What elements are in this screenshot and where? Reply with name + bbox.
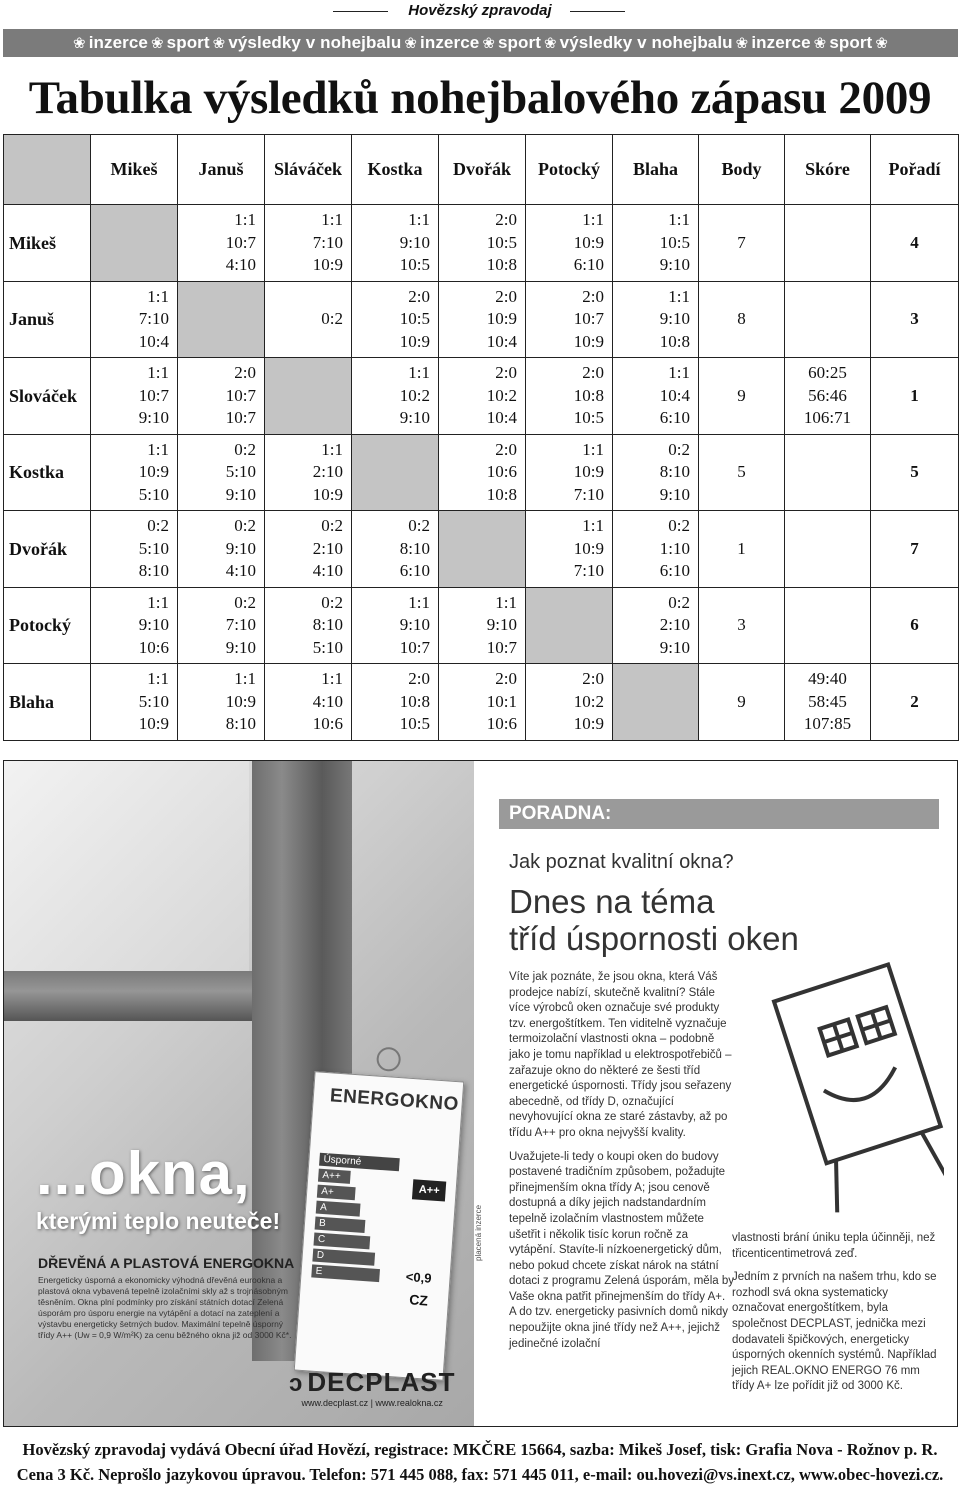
set-score: 10:7 [399, 637, 430, 657]
energy-class-bars [311, 1153, 400, 1286]
set-score: 10:9 [312, 255, 343, 274]
paid-ad-note: placená inzerce [474, 1204, 483, 1261]
match-score: 1:1 [321, 669, 343, 688]
table-corner [4, 135, 91, 205]
table-row [4, 281, 959, 358]
set-score: 10:2 [486, 385, 517, 405]
energy-class-bar: Úsporné [319, 1153, 400, 1172]
energy-label [294, 1071, 465, 1381]
match-score: 0:2 [147, 516, 169, 535]
points-cell: 1 [699, 511, 785, 588]
category-banner [3, 29, 958, 57]
match-score: 1:1 [408, 592, 430, 612]
row-player-name: Blaha [4, 664, 91, 741]
points-cell: 5 [699, 434, 785, 511]
score-cell [785, 587, 871, 664]
set-score: 8:10 [399, 538, 430, 558]
column-header: Pořadí [871, 135, 959, 205]
set-score: 9:10 [399, 615, 430, 634]
rank-cell: 6 [871, 587, 959, 664]
set-score: 9:10 [659, 309, 690, 328]
set-score: 10:5 [399, 255, 430, 274]
energy-class-bar: B [315, 1217, 366, 1233]
match-result-cell [352, 281, 439, 358]
match-result-cell [526, 434, 613, 511]
set-score: 10:2 [573, 691, 604, 711]
set-score: 2:10 [312, 538, 343, 558]
self-match-cell [526, 587, 613, 664]
set-score: 4:10 [225, 255, 256, 274]
set-score: 9:10 [486, 615, 517, 634]
set-score: 7:10 [573, 561, 604, 580]
match-result-cell [526, 205, 613, 282]
score-cell [785, 281, 871, 358]
set-score: 10:7 [225, 232, 256, 252]
set-score: 5:10 [312, 637, 343, 657]
column-header: Skóre [785, 135, 871, 205]
set-score: 10:9 [138, 462, 169, 481]
set-score: 10:4 [486, 331, 517, 351]
flower-icon: ❀ [813, 35, 827, 52]
match-score: 0:2 [234, 439, 256, 459]
match-score: 1:1 [147, 592, 169, 612]
match-score: 1:1 [147, 669, 169, 688]
column-header: Januš [178, 135, 265, 205]
set-score: 7:10 [312, 232, 343, 252]
set-score: 10:7 [486, 637, 517, 657]
match-result-cell [91, 281, 178, 358]
ad-slogan-main: ...okna, [36, 1140, 251, 1207]
match-score: 0:2 [321, 592, 343, 612]
match-score: 0:2 [321, 516, 343, 535]
poradna-paragraph: Jedním z prvních na našem trhu, kdo se rozhodl svá okna systematicky označovat energoštítkem, byla společnost DECPLAST, jednička mezi dodavateli špičkových, energeticky úsporných okenních systémů. Například jejich REAL.OKNO ENERGO 76 mm třídy A+ lze pořídit již od 3000 Kč. [732, 1271, 937, 1393]
match-score: 1:1 [234, 669, 256, 688]
footer-line-1: Hovězský zpravodaj vydává Obecní úřad Hovězí, registrace: MKČRE 15664, sazba: Mikeš Josef, tisk: Grafia Nova - Rožnov p. R. [22, 1440, 938, 1459]
energy-label-brand: ENERGOKNO [329, 1085, 460, 1116]
energy-label-value: <0,9 [405, 1269, 433, 1286]
match-result-cell [91, 664, 178, 741]
match-score: 1:1 [495, 592, 517, 612]
column-header: Sláváček [265, 135, 352, 205]
window-glass [4, 761, 249, 971]
decplast-logo [289, 1367, 455, 1408]
banner-item: inzerce [751, 33, 811, 52]
ad-product-title: DŘEVĚNÁ A PLASTOVÁ ENERGOKNA [38, 1255, 295, 1271]
match-score: 1:1 [321, 439, 343, 459]
set-score: 10:5 [399, 714, 430, 733]
banner-item: sport [497, 33, 541, 52]
set-score: 10:6 [486, 714, 517, 733]
points-cell: 7 [699, 205, 785, 282]
set-score: 10:7 [225, 408, 256, 427]
publication-title: Hovězský zpravodaj [408, 2, 552, 19]
set-score: 5:10 [138, 484, 169, 504]
match-result-cell [178, 664, 265, 741]
row-player-name: Kostka [4, 434, 91, 511]
self-match-cell [265, 358, 352, 435]
column-header: Mikeš [91, 135, 178, 205]
set-score: 1:10 [659, 538, 690, 558]
match-result-cell [439, 587, 526, 664]
set-score: 2:10 [312, 462, 343, 481]
set-score: 6:10 [399, 561, 430, 580]
banner-item: inzerce [420, 33, 480, 52]
set-score: 7:10 [225, 615, 256, 634]
match-result-cell [265, 664, 352, 741]
rank-cell: 7 [871, 511, 959, 588]
match-score: 0:2 [668, 516, 690, 535]
match-result-cell [526, 664, 613, 741]
match-score: 2:0 [495, 363, 517, 382]
set-score: 10:8 [399, 691, 430, 711]
match-score: 1:1 [234, 210, 256, 229]
match-score: 1:1 [408, 363, 430, 382]
match-score: 2:0 [495, 439, 517, 459]
set-score: 9:10 [659, 637, 690, 657]
set-score: 8:10 [659, 462, 690, 481]
match-result-cell [265, 511, 352, 588]
set-score: 10:9 [399, 331, 430, 351]
match-score: 2:0 [408, 669, 430, 688]
table-row [4, 205, 959, 282]
ad-slogan-sub: kterými teplo neuteče! [36, 1208, 281, 1234]
poradna-header: PORADNA: [499, 799, 939, 829]
table-row [4, 358, 959, 435]
set-score: 10:9 [573, 232, 604, 252]
flower-icon: ❀ [150, 35, 164, 52]
decplast-web: www.decplast.cz | www.realokna.cz [301, 1398, 443, 1408]
set-score: 10:9 [573, 331, 604, 351]
rank-cell: 3 [871, 281, 959, 358]
set-score: 10:4 [486, 408, 517, 427]
set-score: 10:2 [399, 385, 430, 405]
self-match-cell [439, 511, 526, 588]
row-player-name: Slováček [4, 358, 91, 435]
set-score: 10:9 [225, 691, 256, 711]
self-match-cell [613, 664, 699, 741]
table-header-row [4, 135, 959, 205]
advertisement [3, 760, 958, 1427]
score-value: 107:85 [803, 714, 852, 733]
match-score: 1:1 [668, 363, 690, 382]
match-result-cell [91, 511, 178, 588]
energy-class-badge: A++ [412, 1179, 446, 1201]
set-score: 4:10 [312, 561, 343, 580]
set-score: 4:10 [225, 561, 256, 580]
poradna-paragraph: Víte jak poznáte, že jsou okna, která Váš prodejce nabízí, skutečně kvalitní? Stále více výrobců oken označuje své produkty tzv. energoštítkem. Ten viditelně vyznačuje termoizolační vlastnosti okna – podobně jako je tomu například u elektrospotřebičů – zařazuje okno do některé ze šesti tříd energetické úspornosti. Třídy jsou seřazeny abecedně, od třídy D, označující nevyhovující okna ze staré zástavby, až po třídu A++ pro okna nejvyšší kvality. [509, 971, 732, 1139]
set-score: 8:10 [225, 714, 256, 733]
match-result-cell [91, 587, 178, 664]
column-header: Potocký [526, 135, 613, 205]
energy-class-bar: D [312, 1248, 375, 1265]
score-value: 58:45 [808, 691, 847, 711]
set-score: 7:10 [573, 484, 604, 504]
match-result-cell [439, 281, 526, 358]
row-player-name: Potocký [4, 587, 91, 664]
match-score: 1:1 [147, 363, 169, 382]
match-result-cell [91, 434, 178, 511]
set-score: 9:10 [138, 408, 169, 427]
energy-label-country: CZ [408, 1291, 429, 1309]
set-score: 9:10 [225, 538, 256, 558]
match-score: 2:0 [495, 286, 517, 306]
match-score: 1:1 [321, 210, 343, 229]
score-cell [785, 434, 871, 511]
match-result-cell [613, 205, 699, 282]
score-value: 60:25 [808, 363, 847, 382]
set-score: 10:1 [486, 691, 517, 711]
column-header: Body [699, 135, 785, 205]
match-result-cell [91, 358, 178, 435]
flower-icon: ❀ [735, 35, 749, 52]
match-result-cell [613, 511, 699, 588]
rank-cell: 2 [871, 664, 959, 741]
flower-icon: ❀ [212, 35, 226, 52]
flower-icon: ❀ [404, 35, 418, 52]
score-cell [785, 511, 871, 588]
points-cell: 9 [699, 664, 785, 741]
set-score: 9:10 [399, 232, 430, 252]
set-score: 10:5 [399, 309, 430, 328]
match-result-cell [352, 511, 439, 588]
match-score: 2:0 [495, 669, 517, 688]
match-score: 1:1 [668, 210, 690, 229]
match-score: 1:1 [147, 286, 169, 306]
set-score: 9:10 [399, 408, 430, 427]
match-result-cell [352, 587, 439, 664]
set-score: 5:10 [138, 691, 169, 711]
energy-class-bar: A [316, 1201, 361, 1217]
set-score: 8:10 [138, 561, 169, 580]
poradna-paragraph: Uvažujete-li tedy o koupi oken do budovy postavené tradičním způsobem, požadujte přinejmenším okna třídy A; jsou cenově dostupná a díky jejich nadstandardním tepelně izolačním vlastnostem můžete ušetřit i několik tisíc korun ročně za vytápění. Stavíte-li nízkoenergetický dům, nebo pokud chcete získat nárok na státní dotaci z programu Zelená úsporám, měla by Vaše okna patřit přinejmenším do třídy A+. A do tzv. energeticky pasivních domů nikdy nepoužijte okna jiné třídy než A++, jejichž jedinečné izolační [509, 1150, 734, 1350]
match-result-cell [265, 205, 352, 282]
poradna-question: Jak poznat kvalitní okna? [509, 851, 734, 873]
set-score: 10:9 [486, 309, 517, 328]
set-score: 10:5 [659, 232, 690, 252]
set-score: 10:8 [573, 385, 604, 405]
match-score: 1:1 [582, 439, 604, 459]
energy-class-bar: A++ [318, 1169, 351, 1184]
points-cell: 9 [699, 358, 785, 435]
self-match-cell [178, 281, 265, 358]
match-result-cell [526, 281, 613, 358]
table-row [4, 434, 959, 511]
poradna-theme-line1: Dnes na téma [509, 883, 715, 920]
match-score: 1:1 [408, 210, 430, 229]
match-result-cell [178, 205, 265, 282]
match-score: 2:0 [234, 363, 256, 382]
set-score: 6:10 [659, 408, 690, 427]
column-header: Blaha [613, 135, 699, 205]
points-cell: 3 [699, 587, 785, 664]
set-score: 10:8 [659, 331, 690, 351]
match-score: 1:1 [582, 516, 604, 535]
match-result-cell [439, 434, 526, 511]
publication-header [0, 0, 960, 24]
set-score: 10:7 [138, 385, 169, 405]
match-result-cell [178, 511, 265, 588]
set-score: 5:10 [138, 538, 169, 558]
match-score: 2:0 [582, 363, 604, 382]
match-score: 0:2 [321, 309, 343, 328]
set-score: 10:9 [138, 714, 169, 733]
score-cell [785, 358, 871, 435]
set-score: 10:6 [486, 462, 517, 481]
match-result-cell [439, 205, 526, 282]
set-score: 10:8 [486, 484, 517, 504]
match-score: 0:2 [408, 516, 430, 535]
match-score: 0:2 [668, 592, 690, 612]
set-score: 10:8 [486, 255, 517, 274]
set-score: 4:10 [312, 691, 343, 711]
match-result-cell [178, 587, 265, 664]
banner-item: inzerce [88, 33, 148, 52]
match-score: 2:0 [582, 286, 604, 306]
results-table [3, 134, 959, 741]
set-score: 7:10 [138, 309, 169, 328]
match-score: 0:2 [668, 439, 690, 459]
flower-icon: ❀ [543, 35, 557, 52]
set-score: 9:10 [225, 637, 256, 657]
rank-cell: 5 [871, 434, 959, 511]
set-score: 9:10 [225, 484, 256, 504]
table-row [4, 511, 959, 588]
set-score: 10:5 [573, 408, 604, 427]
points-cell: 8 [699, 281, 785, 358]
row-player-name: Mikeš [4, 205, 91, 282]
match-result-cell [352, 205, 439, 282]
match-score: 1:1 [147, 439, 169, 459]
set-score: 10:7 [225, 385, 256, 405]
match-score: 1:1 [668, 286, 690, 306]
set-score: 10:6 [138, 637, 169, 657]
rank-cell: 4 [871, 205, 959, 282]
ad-slogan [36, 1141, 280, 1235]
match-result-cell [526, 511, 613, 588]
ad-product-text: Energeticky úsporná a ekonomicky výhodná dřevěná eurookna a plastová okna vybavená tepelně izolačními skly až s trojnásobným těsněním. Okna plní podmínky pro získání státních dotací Zelená úsporám pro úsporu energie na vytápění a dotací na zateplení a výstavbu energeticky šetrných budov. Maximální tepelně úsporný třídy A++ (Uw = 0,9 W/m²K) za cenu běžného okna již od 3000 Kč*. [38, 1275, 292, 1340]
energy-class-bar: C [313, 1233, 370, 1250]
banner-item: sport [166, 33, 210, 52]
match-result-cell [613, 358, 699, 435]
match-score: 1:1 [582, 210, 604, 229]
footer [0, 1437, 960, 1487]
match-result-cell [178, 358, 265, 435]
score-value: 106:71 [803, 408, 852, 427]
set-score: 10:9 [312, 484, 343, 504]
set-score: 10:6 [312, 714, 343, 733]
header-rule-left [333, 11, 388, 12]
match-score: 2:0 [582, 669, 604, 688]
match-result-cell [613, 434, 699, 511]
match-result-cell [613, 587, 699, 664]
banner-item: výsledky v nohejbalu [228, 33, 402, 52]
set-score: 10:7 [573, 309, 604, 328]
header-rule-right [570, 11, 625, 12]
score-value: 49:40 [808, 669, 847, 688]
score-cell [785, 205, 871, 282]
set-score: 10:4 [659, 385, 690, 405]
match-result-cell [439, 664, 526, 741]
match-result-cell [265, 281, 352, 358]
match-score: 0:2 [234, 516, 256, 535]
row-player-name: Januš [4, 281, 91, 358]
page-title: Tabulka výsledků nohejbalového zápasu 2009 [28, 72, 932, 124]
energy-class-bar: A+ [317, 1185, 356, 1201]
match-result-cell [178, 434, 265, 511]
table-row [4, 587, 959, 664]
energy-class-bar: E [311, 1264, 380, 1282]
set-score: 5:10 [225, 462, 256, 481]
decplast-logo-icon: ↄ [289, 1370, 304, 1397]
table-row [4, 664, 959, 741]
set-score: 6:10 [659, 561, 690, 580]
poradna-paragraph: vlastnosti brání úniku tepla účinněji, než třicenticentimetrová zeď. [732, 1232, 936, 1260]
set-score: 10:9 [573, 462, 604, 481]
match-result-cell [265, 587, 352, 664]
poradna-text-column-1 [509, 970, 734, 1360]
column-header: Kostka [352, 135, 439, 205]
footer-line-2: Cena 3 Kč. Neprošlo jazykovou úpravou. Telefon: 571 445 088, fax: 571 445 011, e-mail: ou.hovezi@vs.inext.cz, www.obec-hovezi.cz. [16, 1465, 944, 1484]
score-cell [785, 664, 871, 741]
row-player-name: Dvořák [4, 511, 91, 588]
flower-icon: ❀ [482, 35, 495, 52]
set-score: 2:10 [659, 615, 690, 634]
set-score: 10:9 [573, 714, 604, 733]
set-score: 10:5 [486, 232, 517, 252]
match-score: 0:2 [234, 592, 256, 612]
banner-item: sport [829, 33, 873, 52]
rank-cell: 1 [871, 358, 959, 435]
match-result-cell [352, 358, 439, 435]
flower-icon: ❀ [73, 35, 86, 52]
set-score: 10:9 [573, 538, 604, 558]
poradna-text-column-2 [732, 1231, 942, 1403]
match-result-cell [352, 664, 439, 741]
match-result-cell [265, 434, 352, 511]
set-score: 9:10 [138, 615, 169, 634]
set-score: 6:10 [573, 255, 604, 274]
score-value: 56:46 [808, 385, 847, 405]
flower-icon: ❀ [875, 35, 888, 52]
decplast-name: DECPLAST [307, 1367, 456, 1397]
match-result-cell [526, 358, 613, 435]
self-match-cell [91, 205, 178, 282]
set-score: 9:10 [659, 255, 690, 274]
set-score: 10:4 [138, 331, 169, 351]
set-score: 8:10 [312, 615, 343, 634]
match-score: 2:0 [495, 210, 517, 229]
window-mascot-icon [764, 951, 944, 1221]
match-score: 2:0 [408, 286, 430, 306]
set-score: 9:10 [659, 484, 690, 504]
poradna-theme-line2: tříd úspornosti oken [509, 920, 799, 957]
banner-item: výsledky v nohejbalu [559, 33, 733, 52]
match-result-cell [613, 281, 699, 358]
window-frame-horizontal [4, 971, 264, 1021]
match-result-cell [439, 358, 526, 435]
column-header: Dvořák [439, 135, 526, 205]
poradna-theme [509, 883, 799, 957]
self-match-cell [352, 434, 439, 511]
